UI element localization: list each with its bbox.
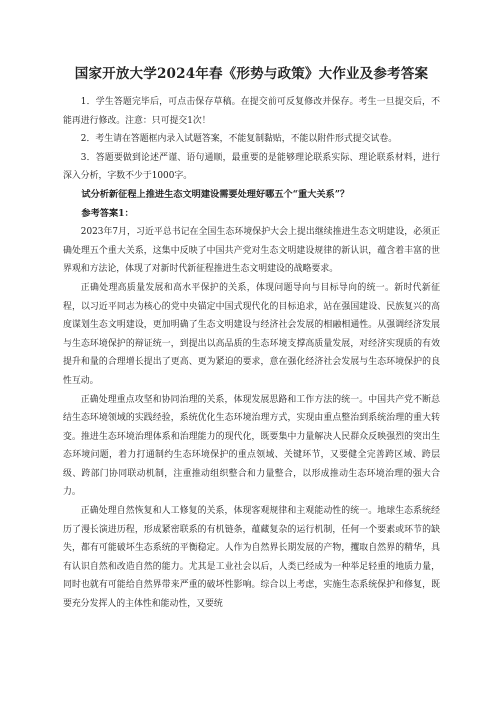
question-text: 试分析新征程上推进生态文明建设需要处理好哪五个“重大关系”？ <box>81 188 350 200</box>
document-title: 国家开放大学2024年春《形势与政策》大作业及参考答案 <box>74 66 429 82</box>
instruction-3: 3．答题要做到论述严谨、语句通顺，最重要的是能够理论联系实际、理论联系材料，进行深入分析，字数不少于1000字。 <box>63 152 440 182</box>
answer-paragraph-4: 正确处理自然恢复和人工修复的关系，体现客观规律和主观能动性的统一。地球生态系统经历了漫长演进历程，形成紧密联系的有机链条，蕴藏复杂的运行机制，任何一个要素或环节的缺失，都有可能破坏生态系统的平衡稳定。人作为自然界长期发展的产物，攫取自然界的精华，具有认识自然和改造自然的能力。尤其是工业社会以后，人类已经成为一种举足轻重的地质力量，同时也就有可能给自然界带来严重的破坏性影响。综合以上考虑，实施生态系统保护和修复，既要充分发挥人的主体性和能动性，又要统 <box>63 506 440 610</box>
answer-paragraph-1: 2023年7月，习近平总书记在全国生态环境保护大会上提出继续推进生态文明建设，必须正确处理五个重大关系，这集中反映了中国共产党对生态文明建设规律的新认识，蕴含着丰富的世界观和方法论，体现了对新时代新征程推进生态文明建设的战略要求。 <box>63 227 440 275</box>
answer-paragraph-3: 正确处理重点攻坚和协同治理的关系，体现发展思路和工作方法的统一。中国共产党不断总结生态环境领域的实践经验，系统优化生态环境治理方式，实现由重点整治到系统治理的重大转变。推进生态环境治理体系和治理能力的现代化，既要集中力量解决人民群众反映强烈的突出生态环境问题，着力打通制约生态环境保护的重点领域、关键环节，又要健全完善跨区域、跨层级、跨部门协同联动机制，注重推动组织整合和力量整合，以形成推动生态环境治理的强大合力。 <box>63 394 440 498</box>
answer-paragraph-2: 正确处理高质量发展和高水平保护的关系，体现问题导向与目标导向的统一。新时代新征程，以习近平同志为核心的党中央锚定中国式现代化的目标追求，站在强国建设、民族复兴的高度谋划生态文明建设，更加明确了生态文明建设与经济社会发展的相融相通性。从强调经济发展与生态环境保护的辩证统一，到提出以高品质的生态环境支撑高质量发展，对经济实现质的有效提升和量的合理增长提出了更高、更为紧迫的要求，意在强化经济社会发展与生态环境保护的良性互动。 <box>63 282 440 386</box>
answer-label: 参考答案1： <box>81 207 134 219</box>
instruction-2: 2．考生请在答题框内录入试题答案，不能复制黏贴，不能以附件形式提交试卷。 <box>80 134 398 145</box>
instruction-1: 1．学生答题完毕后，可点击保存草稿。在提交前可反复修改并保存。考生一旦提交后，不能再进行修改。注意：只可提交1次！ <box>63 97 440 126</box>
